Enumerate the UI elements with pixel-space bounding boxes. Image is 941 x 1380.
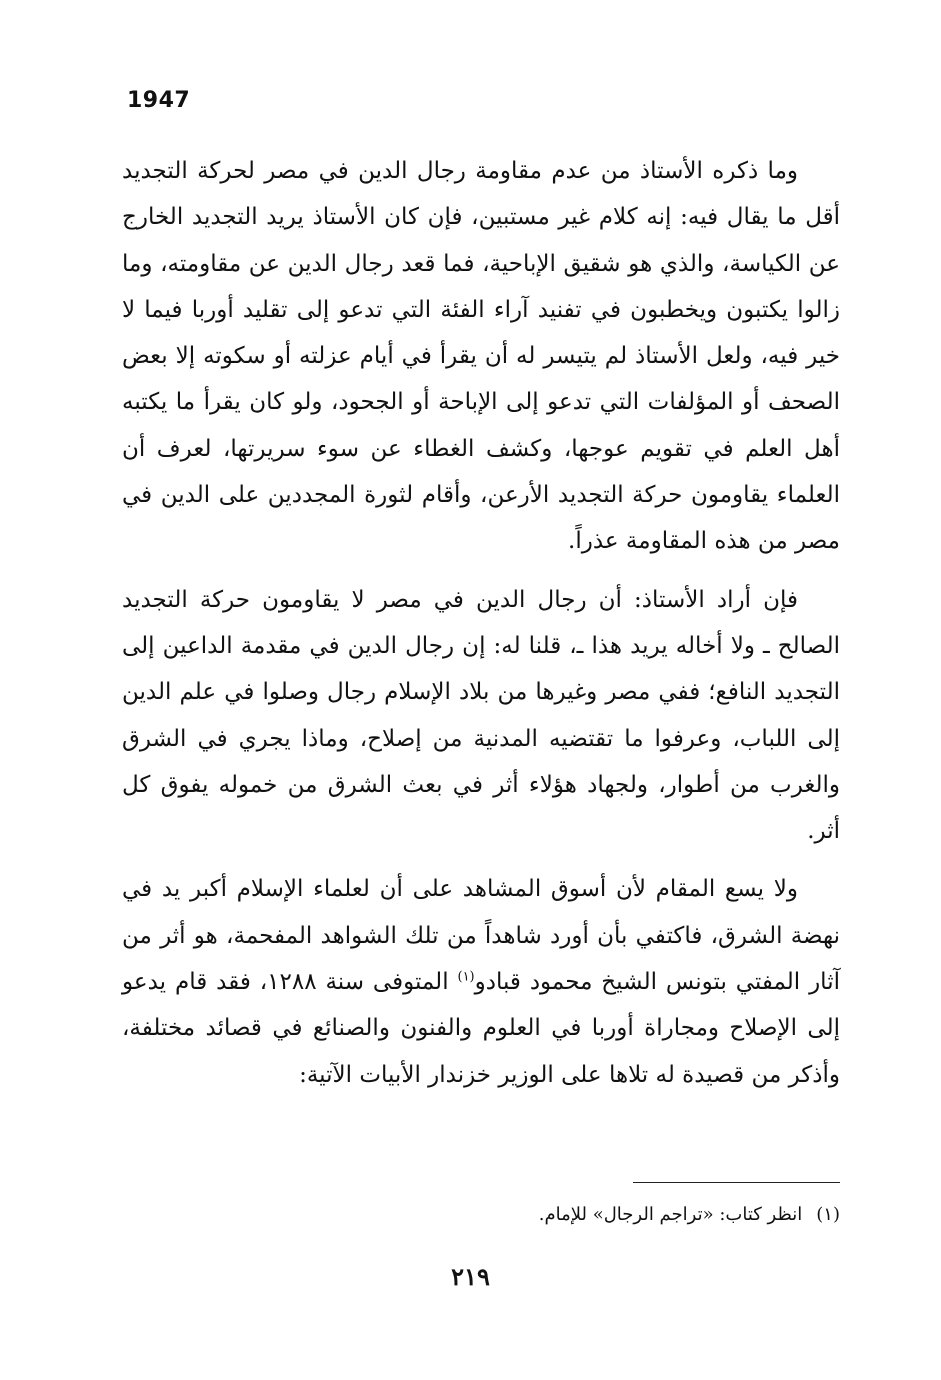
footnote-divider: [633, 1182, 840, 1183]
paragraph-1: وما ذكره الأستاذ من عدم مقاومة رجال الدين في مصر لحركة التجديد أقل ما يقال فيه: إنه كلام غير مستبين، فإن كان الأستاذ يريد التجديد الخارج عن الكياسة، والذي هو شقيق الإباحية، فما قعد رجال الدين عن مقاومته، وما زالوا يكتبون ويخطبون في تفنيد آراء الفئة التي تدعو إلى تقليد أوربا فيما لا خير فيه، ولعل الأستاذ لم يتيسر له أن يقرأ في أيام عزلته أو سكوته إلا بعض الصحف أو المؤلفات التي تدعو إلى الإباحة أو الجحود، ولو كان يقرأ ما يكتبه أهل العلم في تقويم عوجها، وكشف الغطاء عن سوء سريرتها، لعرف أن العلماء يقاومون حركة التجديد الأرعن، وأقام لثورة المجددين على الدين في مصر من هذه المقاومة عذراً.: [122, 158, 840, 555]
paragraph-3: [122, 866, 840, 1097]
footnote-text: انظر كتاب: «تراجم الرجال» للإمام.: [538, 1204, 803, 1225]
paragraph-3-part-1: ولا يسع المقام لأن أسوق المشاهد على أن لعلماء الإسلام أكبر يد في نهضة الشرق، فاكتفي بأن أورد شاهداً من تلك الشواهد المفحمة، هو أثر من آثار المفتي بتونس الشيخ محمود قبادو: [122, 876, 840, 996]
footnote-number: (١): [816, 1204, 840, 1225]
paragraph-2: فإن أراد الأستاذ: أن رجال الدين في مصر لا يقاومون حركة التجديد الصالح ـ ولا أخاله يريد هذا ـ، قلنا له: إن رجال الدين في مقدمة الداعين إلى التجديد النافع؛ ففي مصر وغيرها من بلاد الإسلام رجال وصلوا في علم الدين إلى اللباب، وعرفوا ما تقتضيه المدنية من إصلاح، وماذا يجري في الشرق والغرب من أطوار، ولجهاد هؤلاء أثر في بعث الشرق من خموله يفوق كل أثر.: [122, 586, 840, 845]
page-number: ٢١٩: [451, 1262, 490, 1291]
main-text: [122, 148, 840, 1098]
footnote: [400, 1200, 840, 1230]
footnote-reference: (١): [457, 969, 475, 985]
paragraph-3-part-2: المتوفى سنة ١٢٨٨، فقد قام يدعو إلى الإصلاح ومجاراة أوربا في العلوم والفنون والصنائع في قصائد مختلفة، وأذكر من قصيدة له تلاها على الوزير خزندار الأبيات الآتية:: [122, 969, 840, 1088]
header-year: 1947: [127, 88, 191, 113]
